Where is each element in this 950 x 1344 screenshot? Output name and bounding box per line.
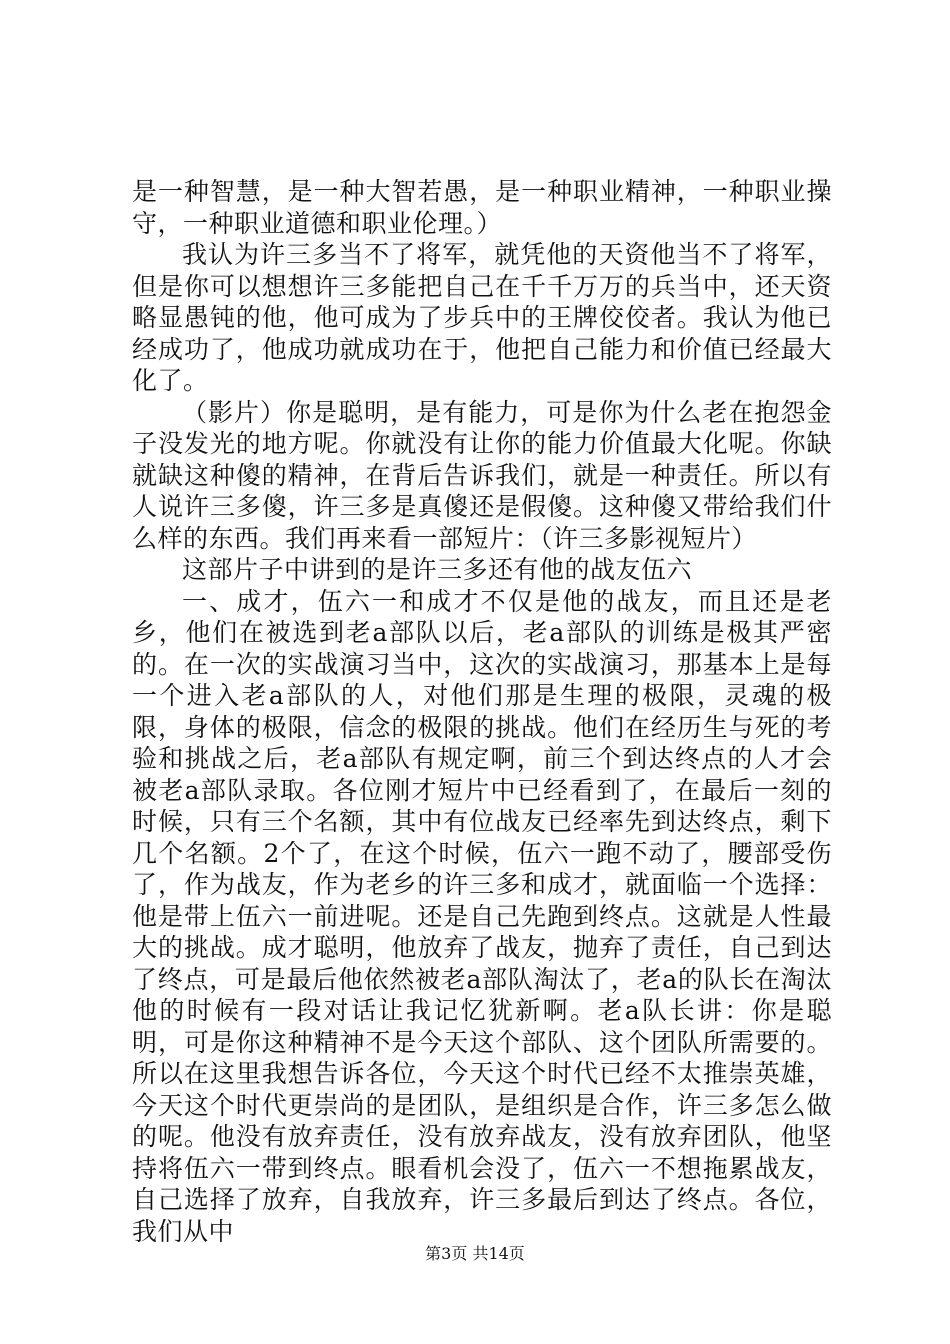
paragraph-4: 这部片子中讲到的是许三多还有他的战友伍六 [182,555,693,584]
paragraph-5: 一、成才，伍六一和成才不仅是他的战友，而且还是老乡，他们在被选到老a部队以后，老a部队的训练是极其严密的。在一次的实战演习当中，这次的实战演习，那基本上是每一个进入老a部队的人，对他们那是生理的极限，灵魂的极限，身体的极限，信念的极限的挑战。他们在经历生与死的考验和挑战之后，老a部队有规定啊，前三个到达终点的人才会被老a部队录取。各位刚才短片中已经看到了，在最后一刻的时候，只有三个名额，其中有位战友已经率先到达终点，剩下几个名额。2个了，在这个时候，伍六一跑不动了，腰部受伤了，作为战友，作为老乡的许三多和成才，就面临一个选择：他是带上伍六一前进呢。还是自己先跑到终点。这就是人性最大的挑战。成才聪明，他放弃了战友，抛弃了责任，自己到达了终点，可是最后他依然被老a部队淘汰了，老a的队长在淘汰他的时候有一段对话让我记忆犹新啊。老a队长讲：你是聪明，可是你这种精神不是今天这个部队、这个团队所需要的。所以在这里我想告诉各位，今天这个时代已经不太推崇英雄，今天这个时代更崇尚的是团队，是组织是合作，许三多怎么做的呢。他没有放弃责任，没有放弃战友，没有放弃团队，他坚持将伍六一带到终点。眼看机会没了，伍六一不想拖累战友，自己选择了放弃，自我放弃，许三多最后到达了终点。各位，我们从中 [132,586,832,1246]
document-body [132,176,832,1247]
paragraph-2: 我认为许三多当不了将军，就凭他的天资他当不了将军，但是你可以想想许三多能把自己在千千万万的兵当中，还天资略显愚钝的他，他可成为了步兵中的王牌佼佼者。我认为他已经成功了，他成功就成功在于，他把自己能力和价值已经最大化了。 [132,240,832,395]
paragraph-1: 是一种智慧，是一种大智若愚，是一种职业精神，一种职业操守，一种职业道德和职业伦理。） [132,177,832,238]
paragraph-3: （影片）你是聪明，是有能力，可是你为什么老在抱怨金子没发光的地方呢。你就没有让你的能力价值最大化呢。你缺就缺这种傻的精神，在背后告诉我们，就是一种责任。所以有人说许三多傻，许三多是真傻还是假傻。这种傻又带给我们什么样的东西。我们再来看一部短片：（许三多影视短片） [132,397,832,553]
page-footer: 第3页 共14页 [425,1244,525,1263]
